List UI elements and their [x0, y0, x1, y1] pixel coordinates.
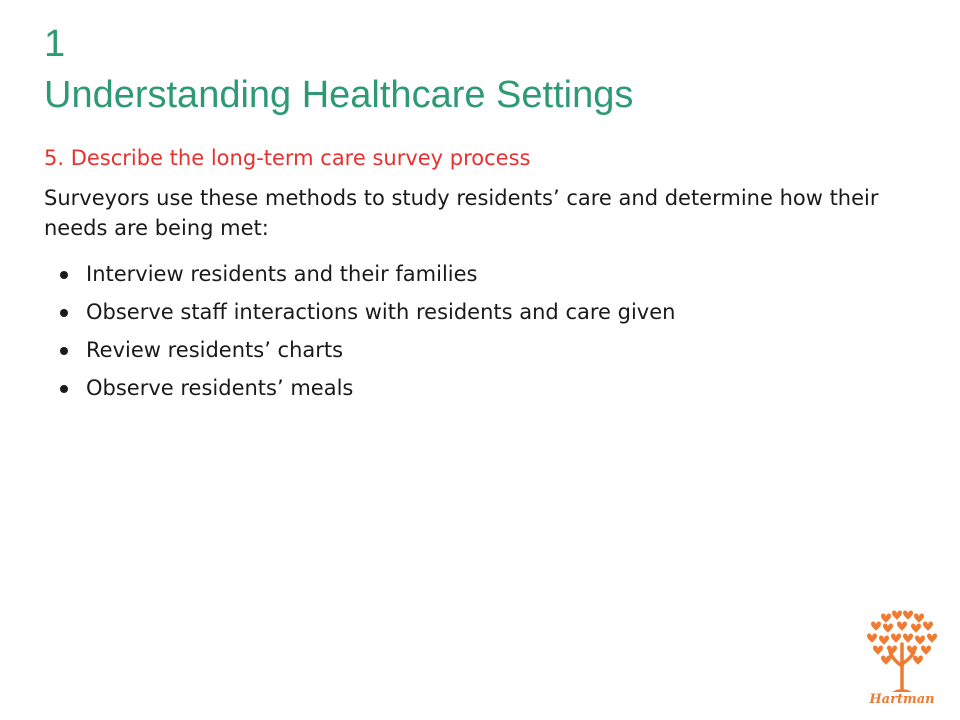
bullet-item: [58, 293, 675, 331]
bullet-dot-icon: [60, 309, 68, 317]
logo-text: Hartman: [869, 692, 935, 707]
chapter-number: 1: [44, 23, 66, 65]
bullet-text: Observe staff interactions with residents and care given: [86, 300, 676, 324]
bullet-text: Observe residents’ meals: [86, 376, 354, 400]
heart-tree-icon: [862, 608, 942, 694]
bullet-item: [58, 369, 675, 407]
bullet-list: [58, 255, 675, 407]
bullet-dot-icon: [60, 347, 68, 355]
bullet-item: [58, 331, 675, 369]
chapter-title: Understanding Healthcare Settings: [44, 74, 634, 116]
bullet-dot-icon: [60, 385, 68, 393]
bullet-text: Review residents’ charts: [86, 338, 344, 362]
bullet-text: Interview residents and their families: [86, 262, 478, 286]
bullet-item: [58, 255, 675, 293]
intro-paragraph: Surveyors use these methods to study residents’ care and determine how their needs are being met:: [44, 186, 879, 240]
bullet-dot-icon: [60, 271, 68, 279]
learning-objective: 5. Describe the long-term care survey process: [44, 146, 531, 170]
hartman-logo: [862, 608, 942, 714]
